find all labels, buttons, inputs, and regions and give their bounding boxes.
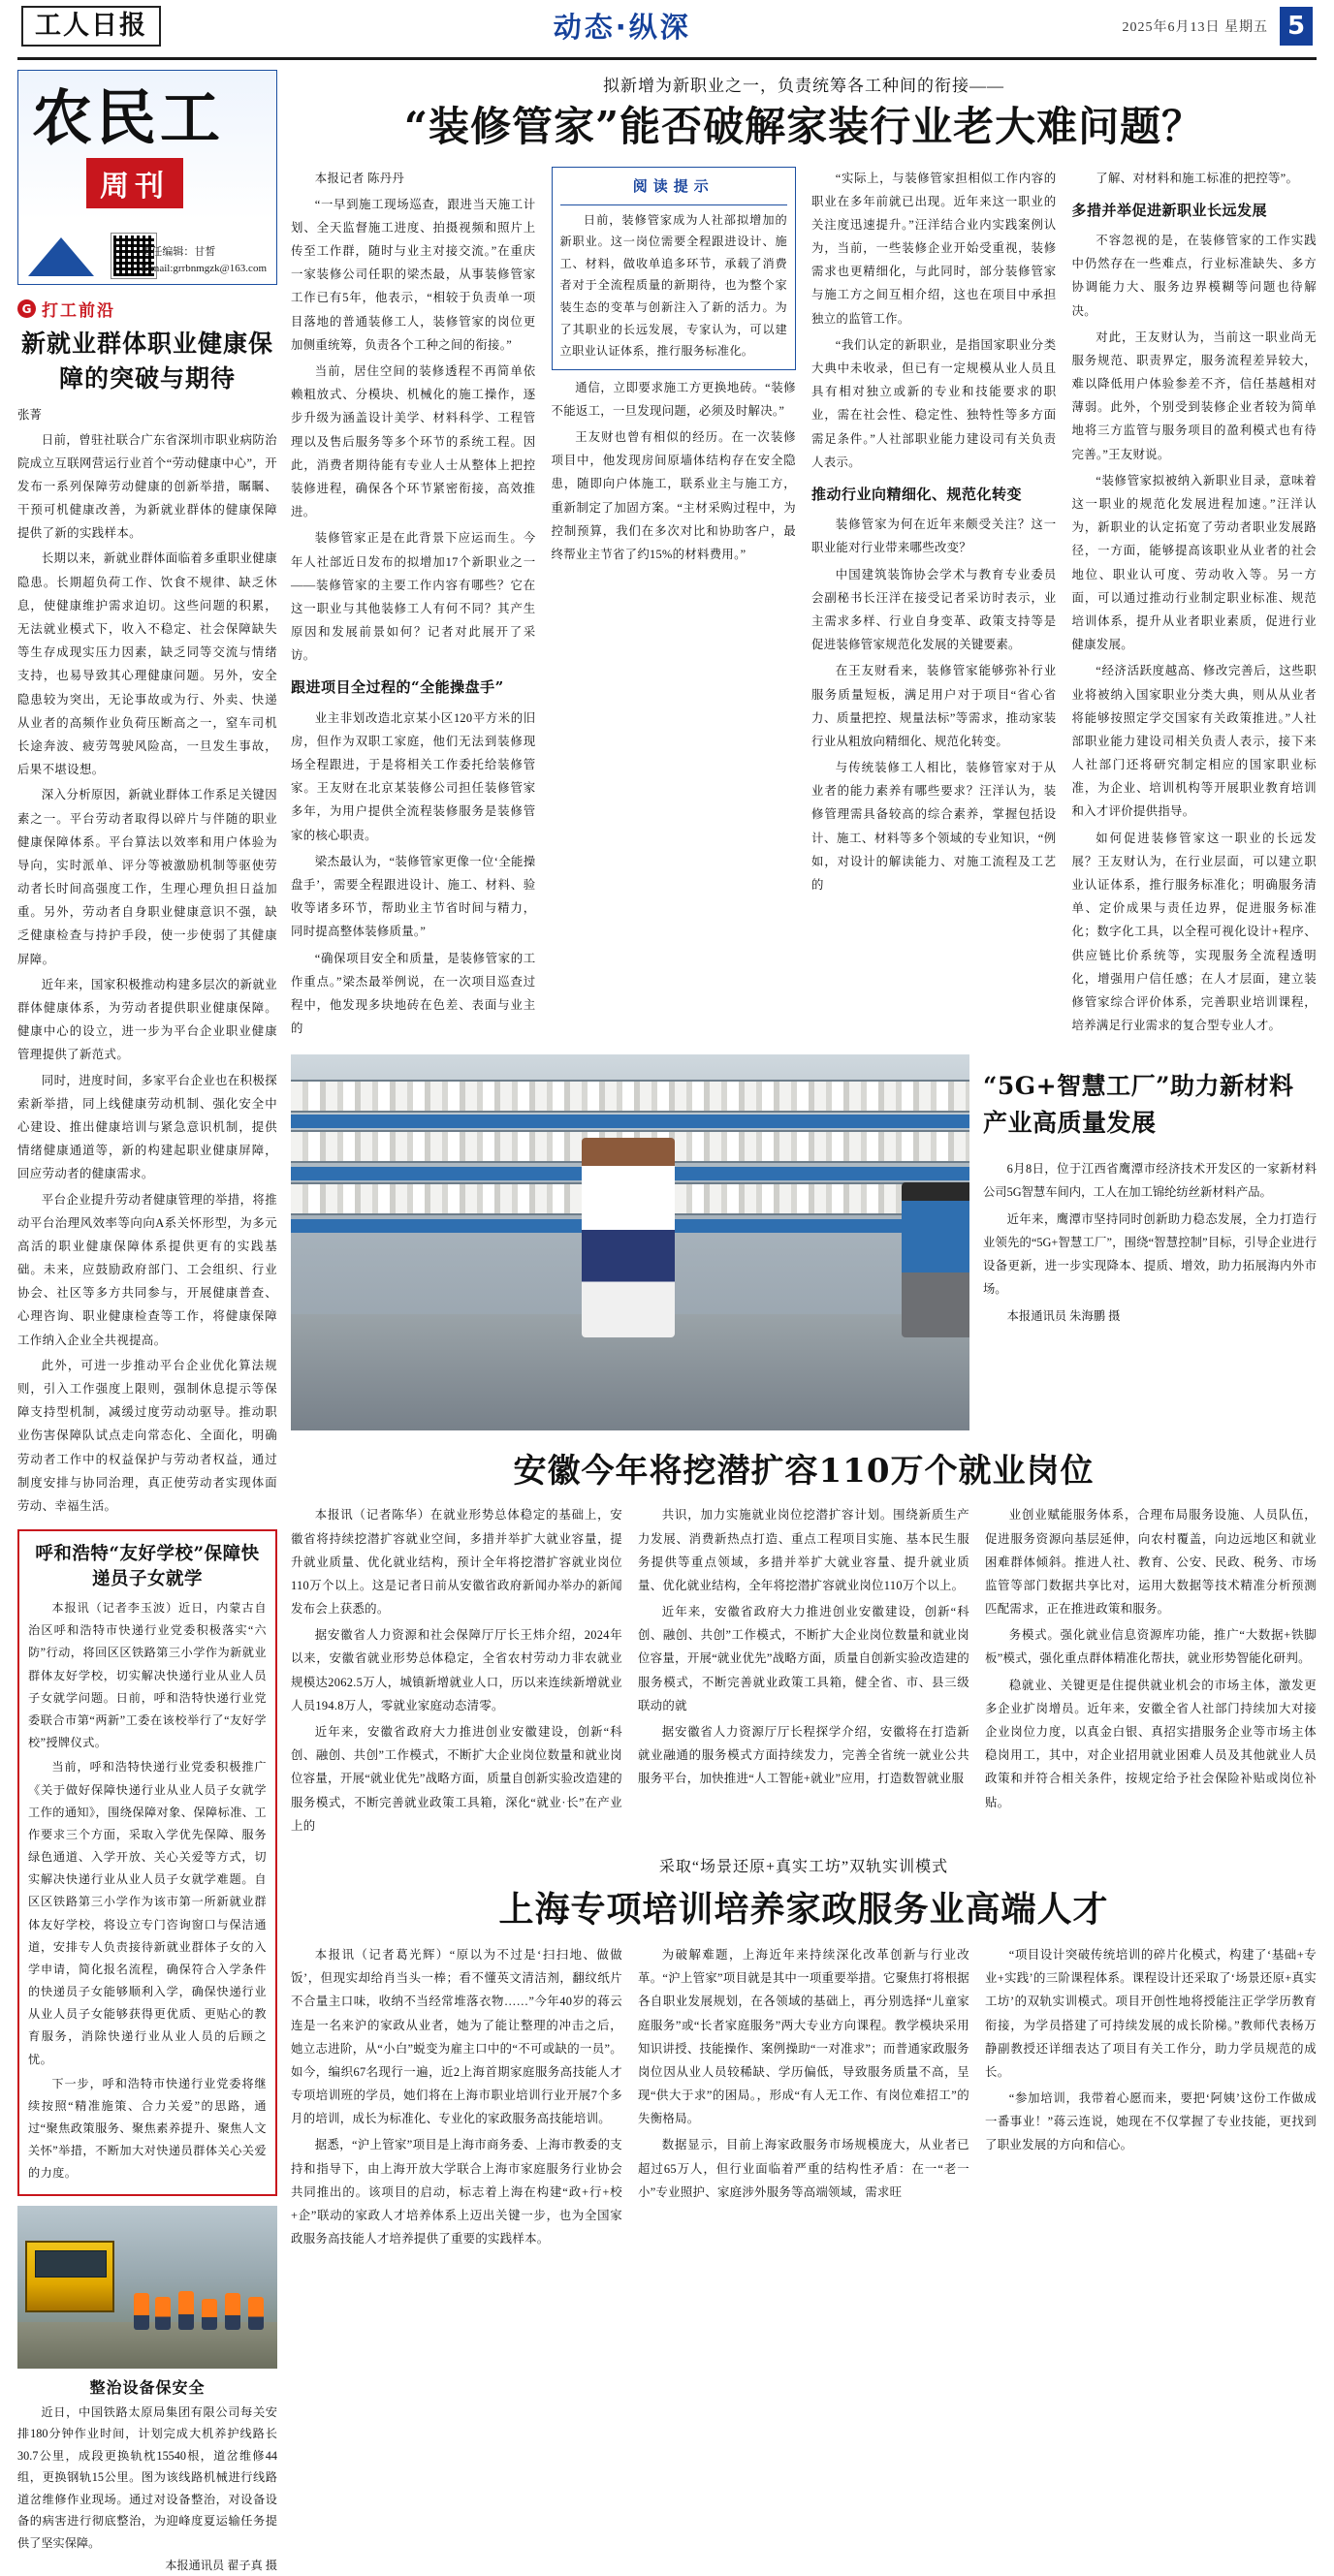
paragraph: 当前，呼和浩特快递行业党委积极推广《关于做好保障快递行业从业人员子女就学工作的通知》，围绕保障对象、保障标准、工作要求三个方面，采取入学优先保障、服务绿色通道、入学开放、关心关爱等方式，切实解决快递行业从业人员子女就学难题。自区区铁路第三小学作为该市第一所新就业群体友好学校，将设立专门咨询窗口与保洁通道，安排专人负责接待新就业群体子女的入学申请，简化报名流程，确保符合入学条件的快递员子女能够顺利入学，确保快递行业从业人员子女能够获得更优质、更贴心的教育服务，消除快递行业从业人员的后顾之忧。 — [28, 1760, 267, 2066]
paragraph: 在王友财看来，装修管家能够弥补行业服务质量短板，满足用户对于项目“省心省力、质量把控、规量法标”等需求，推动家装行业从粗放向精细化、规范化转变。 — [811, 664, 1057, 748]
paragraph: 本报讯（记者李玉波）近日，内蒙古自治区呼和浩特市快递行业党委积极落实“六防”行动，将回区区铁路第三小学作为新就业群体友好学校，切实解决快递行业从业人员子女就学问题。日前，呼和浩特快递行业党委联合市第“两新”工委在该校举行了“友好学校”授牌仪式。 — [28, 1601, 267, 1750]
worker-figure — [134, 2293, 149, 2330]
main-col-4 — [1072, 167, 1318, 1044]
left-article-byline: 张菁 — [17, 407, 43, 422]
paragraph: 长期以来，新就业群体面临着多重职业健康隐患。长期超负荷工作、饮食不规律、缺乏休息，使健康维护需求迫切。这些问题的积累，无法就业模式下，收入不稳定、社会保障缺失等生存成现实压力因素，缺乏同等交流与情绪支持，也易导致其心理健康问题。另外，安全隐患较为突出，无论事故或为行、外卖、快递从业者的高频作业负荷压断高之一，窒车司机长途奔波、疲劳驾驶风险高，一旦发生事故，后果不堪设想。 — [17, 551, 277, 777]
shanghai-col-1 — [291, 1943, 622, 2253]
paragraph: 数据显示，目前上海家政服务市场规模庞大，从业者已超过65万人，但行业面临着严重的结构性矛盾：在一“老一小”专业照护、家庭涉外服务等高端领域，需求旺 — [638, 2138, 969, 2199]
paragraph: 通信，立即要求施工方更换地砖。“装修不能返工，一旦发现问题，必须及时解决。” — [551, 380, 796, 418]
brand-credit — [141, 244, 267, 276]
main-headline: “装修管家”能否破解家装行业老大难问题？ — [403, 103, 1204, 150]
masthead — [17, 0, 1317, 60]
worker-figure — [178, 2291, 194, 2330]
paragraph: 此外，可进一步推动平台企业优化算法规则，引入工作强度上限则，强制休息提示等保障支持型机制，减缓过度劳动动驱导。推动职业伤害保障队试点走向常态化、全面化，明确劳动者工作中的权益保护与劳动者权益，通过制度安排与协同治理，真正使劳动者实现体面劳动、幸福生活。 — [17, 1358, 277, 1513]
shanghai-col-2 — [638, 1943, 969, 2253]
highlight-box-body — [28, 1597, 267, 2184]
paragraph: 平台企业提升劳动者健康管理的举措，将推动平台治理风效率等向向A系关怀形型，为多元高活的职业健康保障体系提供更有的实践基础。未来，应鼓励政府部门、工会组织、行业协会、社区等多方共同参与，开展健康普查、心理咨询、职业健康检查等工作，将健康保障工作纳入企业全共视提高。 — [17, 1192, 277, 1347]
paragraph: “项目设计突破传统培训的碎片化模式，构建了‘基础+专业+实践’的三阶课程体系。课程设计还采取了‘场景还原+真实工坊’的双轨实训模式。项目开创性地将授能注正学学历教育衔接，为学员搭建了可持续发展的成长阶梯。”教师代表杨万静副教授还详细表达了项目有关工作分，助力学员规范的成长。 — [985, 1947, 1317, 2079]
main-col-1 — [291, 167, 536, 1044]
shanghai-columns — [291, 1943, 1317, 2253]
main-column — [291, 70, 1317, 2246]
brand-title: 农民工 — [32, 82, 225, 153]
brand-triangle-mark — [28, 237, 94, 276]
highlight-box-article — [17, 1529, 277, 2195]
paragraph: 如何促进装修管家这一职业的长远发展？王友财认为，在行业层面，可以建立职业认证体系，推行服务标准化；明确服务清单、定价成果与责任边界，促进服务标准化；数字化工具，以全程可视化设计+程序、供应链比价系统等，实现服务全流程透明化，增强用户信任感；在人才层面，建立装修管家综合评价体系，完善职业培训课程，培养满足行业需求的复合型专业人才。 — [1071, 831, 1317, 1033]
paragraph: 日前，曾驻社联合广东省深圳市职业病防治院成立互联网营运行业首个“劳动健康中心”，开发布一系列保障劳动健康的创新举措，瞩瞩、干预可机健康改善，为新就业群体的健康保障提供了新的实践样本。 — [17, 432, 277, 541]
paper-logo: 工人日报 — [21, 6, 161, 47]
paragraph: 6月8日，位于江西省鹰潭市经济技术开发区的一家新材料公司5G智慧车间内，工人在加工锦纶纺丝新材料产品。 — [983, 1162, 1317, 1200]
anhui-col-3 — [985, 1503, 1317, 1840]
rubric-dagong-qianyan — [17, 297, 277, 321]
anhui-col-2 — [638, 1503, 969, 1840]
photo-caption-title: 整治设备保安全 — [89, 2379, 206, 2397]
photo-caption-text: 近日，中国铁路太原局集团有限公司每关安排180分钟作业时间，计划完成大机养护线路长30.7公里，成段更换轨枕15540根，道岔维修44组，更换钢轨15公里。图为该线路机械进行线路道岔维修作业现场。通过对设备整治，对设备设备的病害进行彻底整治，为迎峰度夏运输任务提供了坚实保障。 — [17, 2404, 277, 2550]
editor-line: 责任编辑：甘皙 — [141, 246, 216, 258]
main-article-columns — [291, 167, 1317, 1044]
paragraph: 装修管家正是在此背景下应运而生。今年人社部近日发布的拟增加17个新职业之一——装修管家的主要工作内容有哪些？它在这一职业与其他装修工人有何不同？其产生原因和发展前景如何？记者对此展开了采访。 — [291, 531, 536, 663]
worker-figure — [155, 2297, 171, 2330]
paragraph: 共识，加力实施就业岗位挖潜扩容计划。围绕新质生产力发展、消费新热点打造、重点工程项目实施、基本民生服务提供等重点领域，多措并举扩大就业容量、提升就业质量、优化就业结构，全年将挖潜扩容就业岗位110万个以上。 — [638, 1508, 969, 1592]
worker-foreground — [582, 1138, 675, 1337]
page-number-badge: 5 — [1280, 7, 1313, 46]
paragraph: “经济活跃度越高、修改完善后，这些职业将被纳入国家职业分类大典，则从从业者将能够按照定学交国家有关政策推进。”人社部职业能力建设司相关负责人表示，接下来人社部门还将研究制定相应的国家职业标准，为企业、培训机构等开展职业教育培训和入才评价提供指导。 — [1071, 664, 1317, 819]
spinning-machine-row — [291, 1080, 969, 1113]
paragraph: “参加培训，我带着心愿而来，要把‘阿姨’这份工作做成一番事业！”蒋云连说，她现在不仅掌握了专业技能，更找到了职业发展的方向和信心。 — [985, 2091, 1317, 2152]
paragraph: 了解、对材料和施工标准的把控等”。 — [1096, 171, 1299, 185]
paragraph: 稳就业、关键更是住提供就业机会的市场主体，激发更多企业扩岗增员。近年来，安徽全省人社部门持续加大对接企业岗位力度，以真金白银、真招实措服务企业等市场主体稳岗用工，其中，对企业招用就业困难人员及其他就业人员政策和并符合相关条件，按规定给予社会保险补贴或岗位补贴。 — [985, 1678, 1317, 1809]
left-column — [17, 70, 277, 2572]
feature-photo-credit: 本报通讯员 朱海鹏 摄 — [1006, 1309, 1121, 1324]
paragraph: 与传统装修工人相比，装修管家对于从业者的能力素养有哪些要求？汪洋认为，装修管理需具备较高的综合素养，掌握包括设计、施工、材料等多个领域的专业知识，“例如，对设计的解读能力、对施工流程及工艺的 — [811, 761, 1057, 892]
paragraph: 据安徽省人力资源厅厅长程探学介绍，安徽将在打造新就业融通的服务模式方面持续发力，完善全省统一就业公共服务平台，加快推进“人工智能+就业”应用，打造数智就业服 — [638, 1725, 969, 1786]
main-subhead-2: 推动行业向精细化、规范化转变 — [811, 485, 1023, 503]
paragraph: “确保项目安全和质量，是装修管家的工作重点。”梁杰最举例说，在一次项目巡查过程中，他发现多块地砖在色差、表面与业主的 — [291, 951, 536, 1036]
paragraph: 据安徽省人力资源和社会保障厅厅长王炜介绍，2024年以来，安徽省就业形势总体稳定，全省农村劳动力非农就业规模达2062.5万人，城镇新增就业人口，历以来连续新增就业人员194.8万人，零就业家庭动态清零。 — [291, 1628, 622, 1712]
feature-caption-block — [983, 1054, 1317, 1430]
masthead-right — [1123, 7, 1314, 46]
machine-frame-bar — [291, 1115, 969, 1128]
rubric-label: 打工前沿 — [42, 301, 115, 320]
paragraph: 当前，居住空间的装修透程不再简单依赖粗放式、分模块、机械化的施工操作，逐步升级为涵盖设计美学、材料科学、工程管理以及售后服务等多个环节的系统工程。因此，消费者期待能有专业人士从整体上把控装修进程，确保各个环节紧密衔接，高效推进。 — [291, 364, 536, 519]
reading-tip-text: 日前，装修管家成为人社部拟增加的新职业。这一岗位需要全程跟进设计、施工、材料，做收单追多环节，承载了消费者对于全流程质量的新期待，也为整个家装生态的变革与创新注入了新的活力。为了其职业的长远发展，专家认为，可以建立职业认证体系，推行服务标准化。 — [559, 212, 787, 359]
anhui-columns — [291, 1503, 1317, 1840]
paragraph: 同时，进度时间，多家平台企业也在积极探索新举措，同上线健康劳动机制、强化安全中心建设、推出健康培训与紧急意识机制，提供情绪健康通道等，新的构建起职业健康屏障，回应劳动者的健康需求。 — [17, 1073, 277, 1181]
paragraph: 深入分析原因，新就业群体工作系足关键因素之一。平台劳动者取得以碎片与伴随的职业健康保障体系。平台算法以效率和用户体验为导向，实时派单、评分等被激励机制等驱使劳动者长时间高强度工作，生理心理负担日益加重。另外，劳动者自身职业健康意识不强，缺乏健康检查与持护手段，使一步使弱了其健康屏障。 — [17, 788, 277, 966]
main-kicker: 拟新增为新职业之一，负责统筹各工种间的衔接—— — [603, 77, 1004, 95]
railway-maintenance-photo — [17, 2206, 277, 2369]
paragraph: 本报讯（记者陈华）在就业形势总体稳定的基础上，安徽省将持续挖潜扩容就业空间，多措并举扩大就业容量，提升就业质量、优化就业结构，预计全年将挖潜扩容就业岗位110万个以上。这是记者日前从安徽省政府新闻办举办的新闻发布会上获悉的。 — [291, 1508, 622, 1617]
locomotive — [25, 2241, 114, 2312]
paragraph: 近年来，国家积极推动构建多层次的新就业群体健康体系，为劳动者提供职业健康保障。健康中心的设立，进一步为平台企业职业健康管理提供了新范式。 — [17, 977, 277, 1062]
shanghai-kicker: 采取“场景还原+真实工坊”双轨实训模式 — [658, 1858, 949, 1875]
section-title: 动态·纵深 — [553, 11, 691, 44]
paragraph: 装修管家为何在近年来颇受关注？这一职业能对行业带来哪些改变？ — [811, 518, 1057, 555]
photo-credit: 本报通讯员 翟子真 摄 — [165, 2558, 277, 2572]
reading-tip-title: 阅读提示 — [560, 173, 788, 205]
railway-photo-block — [17, 2206, 277, 2576]
main-reporter: 本报记者 陈丹丹 — [314, 171, 405, 185]
worker-figure — [248, 2297, 264, 2330]
paragraph: 本报讯（记者葛光辉）“原以为不过是‘扫扫地、做做饭’，但现实却给肖当头一棒；看不懂英文清洁剂，翻纹纸片不合量主口味，收纳不当经常堆落衣物……”今年40岁的蒋云连是一名来沪的家政从业者，她为了能让整理的冲击之后，她立志进阶，从“小白”蜕变为雇主口中的“不可或缺的一员”。如今，编织67名现行一遍，近2上海首期家庭服务高技能人才专项培训班的学员，她们将在上海市职业培训行业开展7个多月的培训，成长为标准化、专业化的家政服务高技能培训。 — [291, 1947, 622, 2126]
nongmingong-weekly-brand — [17, 70, 277, 285]
left-article-body — [17, 428, 277, 1519]
paragraph: 业创业赋能服务体系，合理布局服务设施、人员队伍，促进服务资源向基层延伸，向农村覆盖，向边远地区和就业困难群体倾斜。推进人社、教育、公安、民政、税务、市场监管等部门数据共享比对，运用大数据等技术精准分析预测匹配需求，正在推进政策和服务。 — [985, 1508, 1317, 1617]
shanghai-col-3 — [985, 1943, 1317, 2253]
paragraph: 业主非划改造北京某小区120平方米的旧房，但作为双职工家庭，他们无法到装修现场全程跟进，于是将相关工作委托给装修管家。王友财在北京某装修公司担任装修管家多年，为用户提供全流程装修服务是装修管家的核心职责。 — [291, 710, 536, 842]
paragraph: 梁杰最认为，“装修管家更像一位‘全能操盘手’，需要全程跟进设计、施工、材料、验收等诸多环节，帮助业主节省时间与精力，同时提高整体装修质量。” — [291, 854, 536, 939]
paragraph: 近年来，安徽省政府大力推进创业安徽建设，创新“科创、融创、共创”工作模式，不断扩大企业岗位数量和就业岗位容量，开展“就业优先”战略方面，质量自创新实验改造建的服务模式，不断完善就业政策工具箱，健全省、市、县三级联动的就 — [638, 1605, 969, 1712]
paragraph: 近年来，安徽省政府大力推进创业安徽建设，创新“科创、融创、共创”工作模式，不断扩大企业岗位数量和就业岗位容量，开展“就业优先”战略方面，质量自创新实验改造建的服务模式，不断完善就业政策工具箱，深化“就业·长”在产业上的 — [291, 1725, 622, 1833]
main-col-3 — [811, 167, 1057, 1044]
paragraph: 为破解难题，上海近年来持续深化改革创新与行业改革。“沪上管家”项目就是其中一项重要举措。它聚焦打将根据各自职业发展规划，在各领域的基础上，再分别选择“儿童家庭服务”或“长者家庭服务”两大专业方向课程。教学模块采用知识讲授、技能操作、案例操助“一对准求”；而普通家政服务岗位因从业人员较稀缺、学历偏低，导致服务质量不高，呈现“供大于求”的困局。，形成“有人无工作、有岗位难招工”的失衡格局。 — [638, 1947, 969, 2126]
paragraph: “一早到施工现场巡查，跟进当天施工计划、全天监督施工进度、拍摄视频和照片上传至工作群，随时与业主对接交流。”在重庆一家装修公司任职的梁杰最，从事装修管家工作已有5年，他表示，“相较于负责单一项目落地的普通装修工人，装修管家的岗位更加侧重统筹，负责各个工种之间的衔接。” — [291, 197, 536, 352]
smart-factory-photo — [291, 1054, 969, 1430]
paragraph: 近年来，鹰潭市坚持同时创新助力稳态发展，全力打造行业领先的“5G+智慧工厂”，围绕“智慧控制”目标，引导企业进行设备更新，进一步实现降本、提质、增效，助力拓展海内外市场。 — [983, 1212, 1317, 1297]
anhui-col-1 — [291, 1503, 622, 1840]
feature-caption-title: “5G+智慧工厂”助力新材料产业高质量发展 — [983, 1072, 1294, 1137]
paragraph: 王友财也曾有相似的经历。在一次装修项目中，他发现房间原墙体结构存在安全隐患，随即向户体施工，联系业主与施工方，重新制定了加固方案。“主材采购过程中，为控制预算，我们在多次对比和协助客户，最终帮业主节省了约15%的材料费用。” — [551, 430, 796, 561]
publish-date: 2025年6月13日 星期五 — [1122, 19, 1268, 35]
left-article-headline: 新就业群体职业健康保障的突破与期待 — [20, 330, 273, 393]
feature-photo-section — [291, 1054, 1317, 1430]
brand-subtitle: 周刊 — [86, 158, 183, 208]
highlight-box-headline: 呼和浩特“友好学校”保障快递员子女就学 — [35, 1544, 260, 1590]
paragraph: 不容忽视的是，在装修管家的工作实践中仍然存在一些难点，行业标准缺失、多方协调能力大、服务边界模糊等问题也待解决。 — [1071, 233, 1317, 318]
paragraph: 下一步，呼和浩特市快递行业党委将继续按照“精准施策、合力关爱”的思路，通过“聚焦政策服务、聚焦素养提升、聚焦人文关怀”举措，不断加大对快递员群体关心关爱的力度。 — [28, 2076, 267, 2181]
paragraph: “实际上，与装修管家担相似工作内容的职业在多年前就已出现。近年来这一职业的关注度迅速提升。”汪洋结合业内实践案例认为，当前，一些装修企业开始受重视，装修需求也更精细化，与此同时，部分装修管家与施工方之间互相介绍，这也在项目中承担独立的监管工作。 — [811, 171, 1057, 326]
paragraph: 据悉，“沪上管家”项目是上海市商务委、上海市教委的支持和指导下，由上海开放大学联合上海市家庭服务行业协会共同推出的。该项目的启动，标志着上海在构建“政+行+校+企”联动的家政人才培养体系上迈出关键一步，也为全国家政服务高技能人才培养提供了重要的实践样本。 — [291, 2138, 622, 2246]
paragraph: “我们认定的新职业，是指国家职业分类大典中未收录，但已有一定规模从业人员且具有相对独立或新的专业和技能要求的职业，需在社会性、稳定性、独特性等多方面需足条件。”人社部职业能力建设司有关负责人表示。 — [811, 337, 1057, 469]
worker-figure — [225, 2293, 240, 2330]
paragraph: “装修管家拟被纳入新职业目录，意味着这一职业的规范化发展进程加速。”汪洋认为，新职业的认定拓宽了劳动者职业发展路径，一方面，能够提高该职业从业者的社会地位、职业认可度、劳动收入等。另一方面，可以通过推动行业制定职业标准、规范培训体系，提升从业者职业素质，促进行业健康发展。 — [1071, 473, 1317, 652]
email-line: E-mail:grrbnmgzk@163.com — [141, 262, 267, 274]
paragraph: 中国建筑装饰协会学术与教育专业委员会副秘书长汪洋在接受记者采访时表示，业主需求多样、行业自身变革、政策支持等是促进装修管家规范化发展的关键要素。 — [811, 567, 1057, 652]
worker-figure — [202, 2299, 217, 2330]
anhui-headline: 安徽今年将挖潜扩容110万个就业岗位 — [513, 1452, 1095, 1492]
rubric-badge-icon: G — [17, 299, 36, 318]
shanghai-headline: 上海专项培训培养家政服务业高端人才 — [498, 1888, 1109, 1930]
reading-tip-box — [552, 167, 797, 370]
worker-background — [902, 1182, 969, 1337]
paragraph: 对此，王友财认为，当前这一职业尚无服务规范、职责界定，服务流程差异较大，难以降低用户体验参差不齐，信任基越相对薄弱。此外，个别受到装修企业者较为简单地将三方监管与服务项目的盈利模式也有待完善。”王友财说。 — [1071, 330, 1317, 461]
main-subhead-1: 跟进项目全过程的“全能操盘手” — [291, 678, 504, 697]
main-col-2 — [552, 167, 797, 1044]
paragraph: 务模式。强化就业信息资源库功能，推广“大数据+铁脚板”模式，强化重点群体精准化帮扶，就业形势智能化研判。 — [985, 1628, 1317, 1666]
main-subhead-3: 多措并举促进新职业长远发展 — [1071, 201, 1268, 219]
